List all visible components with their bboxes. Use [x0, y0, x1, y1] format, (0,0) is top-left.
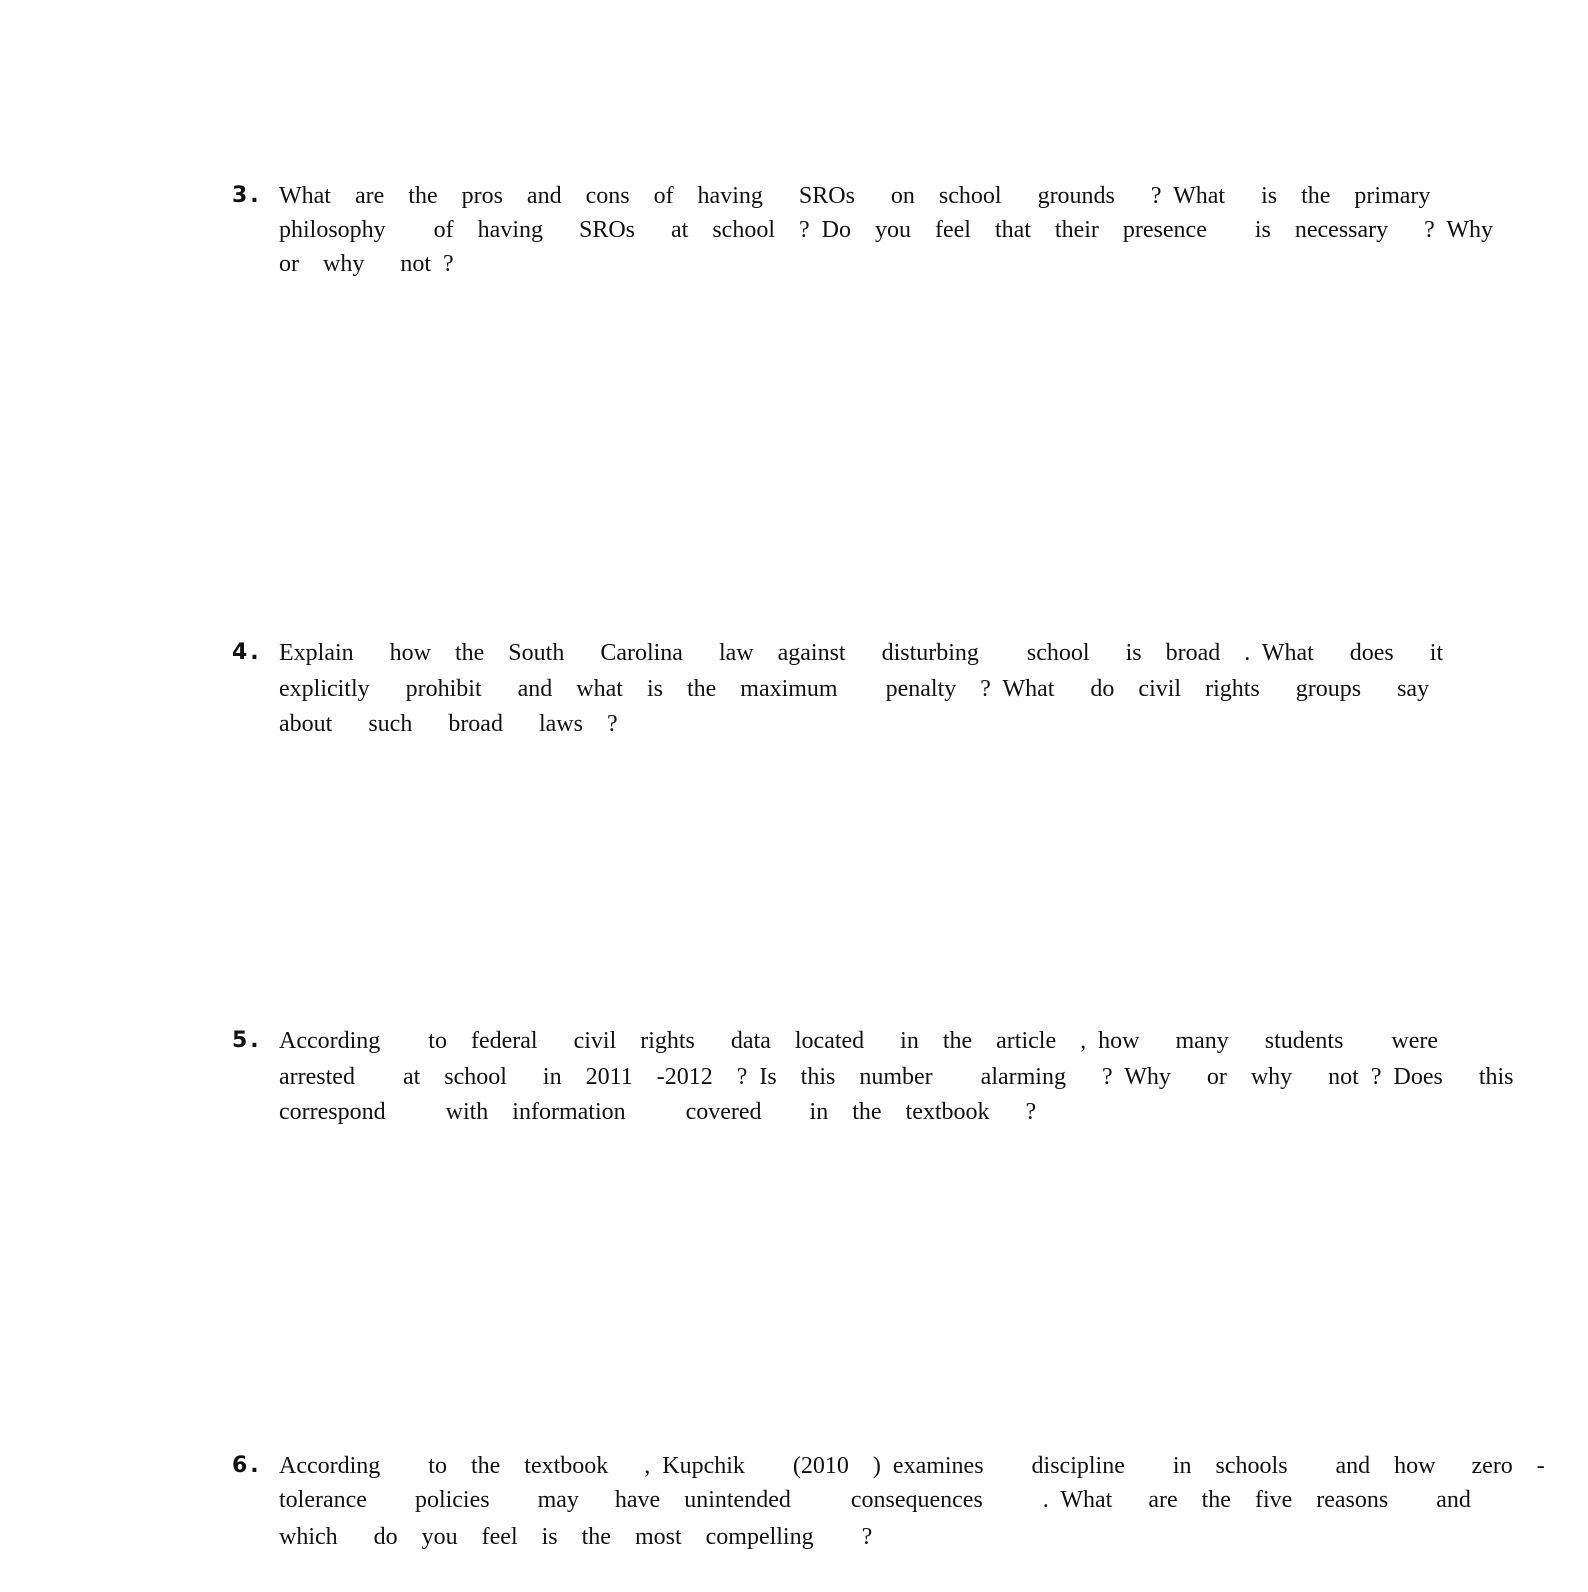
question-5	[232, 1028, 1514, 1128]
question-text-line: explicitly prohibit and what is the maximum penalty ? What do civil rights groups say	[279, 676, 1430, 702]
question-number: 3.	[232, 183, 262, 208]
question-text-line: What are the pros and cons of having SROs on school grounds ? What is the primary	[279, 183, 1431, 209]
question-number: 5.	[232, 1028, 262, 1053]
question-text-line: philosophy of having SROs at school ? Do you feel that their presence is necessary ? Why	[279, 217, 1494, 243]
question-4	[232, 640, 1444, 740]
question-number: 4.	[232, 640, 262, 665]
question-text-line: arrested at school in 2011 -2012 ? Is this number alarming ? Why or why not ? Does this	[279, 1064, 1514, 1090]
question-text-line: Explain how the South Carolina law against disturbing school is broad . What does it	[279, 640, 1444, 666]
question-text-line: about such broad laws ?	[279, 711, 618, 737]
question-text-line: tolerance policies may have unintended consequences . What are the five reasons and	[279, 1487, 1471, 1513]
question-number: 6.	[232, 1453, 262, 1478]
question-text-line: correspond with information covered in the textbook ?	[279, 1099, 1037, 1125]
question-text-line: which do you feel is the most compelling ?	[279, 1524, 873, 1550]
question-3	[232, 183, 1494, 283]
question-text-line: According to federal civil rights data located in the article , how many students were	[279, 1028, 1439, 1054]
question-text-line: According to the textbook , Kupchik (2010 ) examines discipline in schools and how zero -	[279, 1453, 1545, 1479]
question-6	[232, 1453, 1545, 1563]
question-text-line: or why not ?	[279, 251, 454, 277]
